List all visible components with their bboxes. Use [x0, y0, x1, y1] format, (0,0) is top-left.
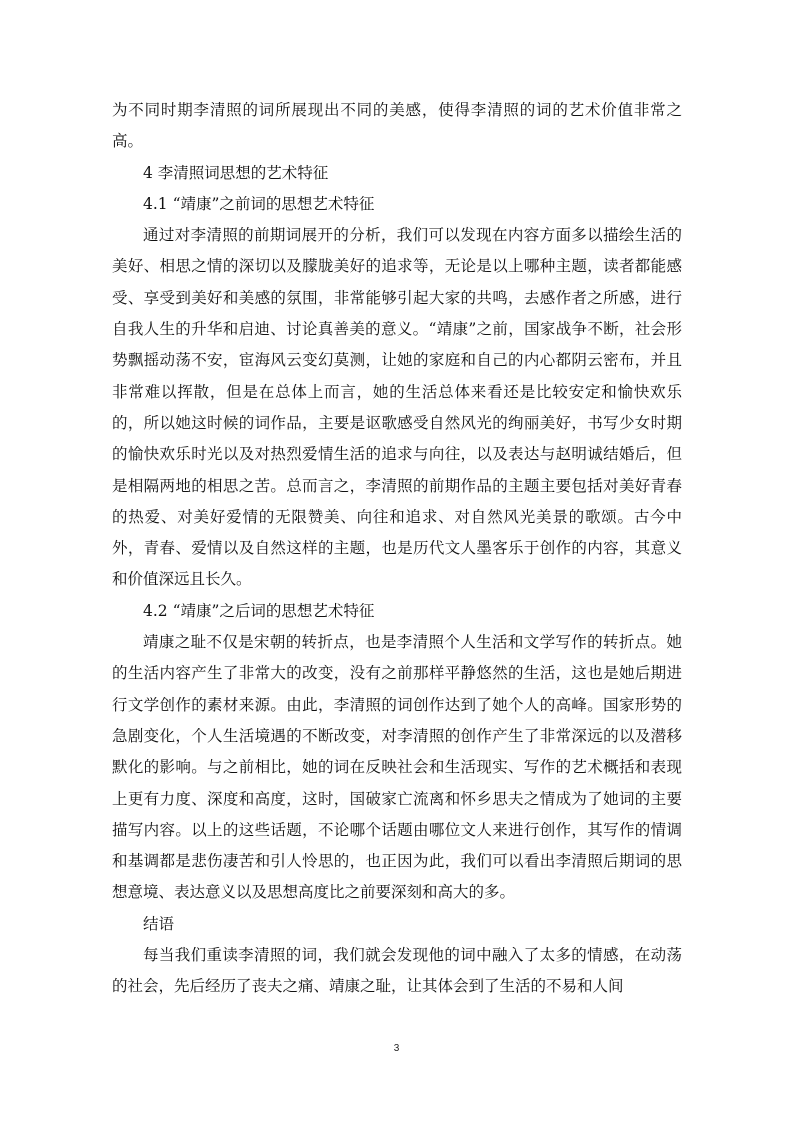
- paragraph-before-jingkang: 通过对李清照的前期词展开的分析，我们可以发现在内容方面多以描绘生活的美好、相思之情的深切以及朦胧美好的追求等，无论是以上哪种主题，读者都能感受、享受到美好和美感的氛围，非常能够引起大家的共鸣，去感作者之所感，进行自我人生的升华和启迪、讨论真善美的意义。“靖康”之前，国家战争不断，社会形势飘摇动荡不安，宦海风云变幻莫测，让她的家庭和自己的内心都阴云密布，并且非常难以挥散，但是在总体上而言，她的生活总体来看还是比较安定和愉快欢乐的，所以她这时候的词作品，主要是讴歌感受自然风光的绚丽美好，书写少女时期的愉快欢乐时光以及对热烈爱情生活的追求与向往，以及表达与赵明诚结婚后，但是相隔两地的相思之苦。总而言之，李清照的前期作品的主题主要包括对美好青春的热爱、对美好爱情的无限赞美、向往和追求、对自然风光美景的歌颂。古今中外，青春、爱情以及自然这样的主题，也是历代文人墨客乐于创作的内容，其意义和价值深远且长久。: [112, 226, 682, 589]
- subsection-heading-4-1: 4.1 “靖康”之前词的思想艺术特征: [143, 194, 375, 213]
- page-number: 3: [393, 1043, 400, 1054]
- subsection-heading-4-2: 4.2 “靖康”之后词的思想艺术特征: [143, 601, 375, 620]
- conclusion-heading: 结语: [143, 914, 175, 933]
- section-heading-4: 4 李清照词思想的艺术特征: [143, 163, 329, 182]
- paragraph-intro-end: 为不同时期李清照的词所展现出不同的美感，使得李清照的词的艺术价值非常之高。: [112, 101, 682, 151]
- paragraph-conclusion: 每当我们重读李清照的词，我们就会发现他的词中融入了太多的情感，在动荡的社会，先后经历了丧夫之痛、靖康之耻，让其体会到了生活的不易和人间: [112, 946, 682, 996]
- paragraph-after-jingkang: 靖康之耻不仅是宋朝的转折点，也是李清照个人生活和文学写作的转折点。她的生活内容产生了非常大的改变，没有之前那样平静悠然的生活，这也是她后期进行文学创作的素材来源。由此，李清照的词创作达到了她个人的高峰。国家形势的急剧变化，个人生活境遇的不断改变，对李清照的创作产生了非常深远的以及潜移默化的影响。与之前相比，她的词在反映社会和生活现实、写作的艺术概括和表现上更有力度、深度和高度，这时，国破家亡流离和怀乡思夫之情成为了她词的主要描写内容。以上的这些话题，不论哪个话题由哪位文人来进行创作，其写作的情调和基调都是悲伤凄苦和引人怜思的，也正因为此，我们可以看出李清照后期词的思想意境、表达意义以及思想高度比之前要深刻和高大的多。: [112, 633, 682, 902]
- document-page: [112, 95, 682, 1003]
